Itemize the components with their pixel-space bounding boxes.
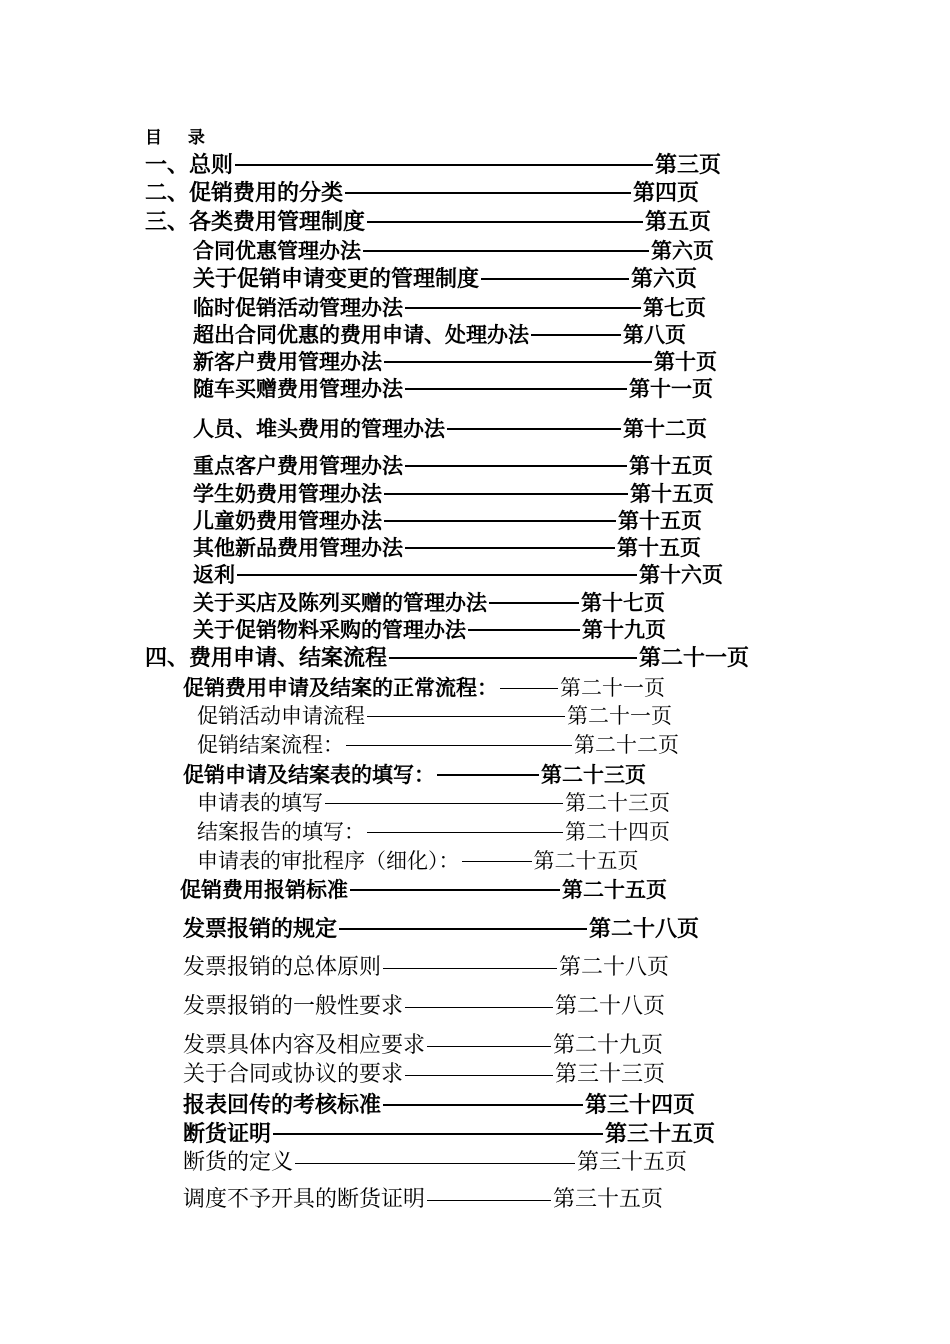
toc-entry bbox=[183, 1152, 687, 1174]
toc-entry bbox=[197, 735, 679, 756]
toc-leader bbox=[389, 657, 637, 659]
toc-entry bbox=[183, 764, 646, 785]
toc-entry-title: 三、各类费用管理制度 bbox=[145, 209, 366, 235]
toc-leader bbox=[447, 428, 621, 430]
toc-entry-page: 第三页 bbox=[655, 152, 722, 178]
toc-entry bbox=[183, 1035, 663, 1057]
toc-leader bbox=[405, 1075, 553, 1076]
toc-entry-title: 促销活动申请流程 bbox=[197, 704, 365, 728]
toc-entry-page: 第十五页 bbox=[629, 453, 713, 478]
toc-entry-page: 第二十一页 bbox=[639, 645, 750, 671]
toc-entry-title: 合同优惠管理办法 bbox=[193, 238, 361, 263]
toc-entry-title: 报表回传的考核标准 bbox=[183, 1092, 382, 1118]
toc-entry-title: 儿童奶费用管理办法 bbox=[193, 508, 382, 533]
toc-leader bbox=[235, 164, 653, 166]
toc-leader bbox=[363, 250, 649, 252]
toc-entry bbox=[183, 1064, 665, 1086]
toc-entry-page: 第二十八页 bbox=[559, 955, 670, 980]
toc-entry-page: 第八页 bbox=[623, 322, 686, 347]
toc-entry-title: 发票报销的总体原则 bbox=[183, 955, 382, 980]
toc-leader bbox=[367, 221, 643, 223]
toc-entry bbox=[180, 879, 667, 900]
toc-entry-title: 促销申请及结案表的填写： bbox=[183, 762, 435, 787]
toc-entry bbox=[183, 677, 665, 699]
toc-entry-page: 第七页 bbox=[643, 295, 706, 320]
toc-entry bbox=[197, 706, 672, 727]
toc-leader bbox=[367, 832, 563, 833]
toc-leader bbox=[345, 192, 631, 194]
toc-entry-title: 断货的定义 bbox=[183, 1150, 294, 1175]
toc-entry-title: 发票报销的规定 bbox=[183, 916, 338, 942]
toc-entry-title: 重点客户费用管理办法 bbox=[193, 453, 403, 478]
toc-entry-page: 第二十三页 bbox=[541, 762, 646, 787]
toc-leader bbox=[500, 688, 558, 689]
toc-leader bbox=[237, 574, 637, 576]
toc-entry-page: 第六页 bbox=[651, 238, 714, 263]
toc-entry-title: 发票报销的一般性要求 bbox=[183, 994, 404, 1019]
toc-leader bbox=[531, 334, 621, 336]
toc-leader bbox=[339, 928, 587, 930]
toc-entry bbox=[193, 592, 665, 613]
toc-entry-title: 申请表的审批程序（细化）： bbox=[197, 849, 460, 873]
toc-entry bbox=[193, 351, 717, 372]
toc-leader bbox=[273, 1133, 603, 1135]
toc-entry-page: 第二十八页 bbox=[555, 994, 666, 1019]
toc-leader bbox=[437, 774, 539, 776]
toc-entry-title: 促销结案流程： bbox=[197, 733, 344, 757]
toc-entry bbox=[183, 918, 699, 940]
toc-entry bbox=[183, 996, 665, 1018]
toc-entry bbox=[193, 537, 701, 558]
toc-entry-page: 第十九页 bbox=[582, 617, 666, 642]
toc-leader bbox=[383, 1104, 583, 1106]
toc-entry-page: 第二十一页 bbox=[560, 676, 665, 700]
toc-entry-title: 关于买店及陈列买赠的管理办法 bbox=[193, 590, 487, 615]
toc-entry-title: 返利 bbox=[193, 562, 235, 587]
toc-entry-title: 调度不予开具的断货证明 bbox=[183, 1187, 426, 1212]
toc-entry bbox=[183, 957, 669, 979]
toc-entry bbox=[193, 455, 713, 476]
toc-entry-page: 第三十五页 bbox=[553, 1187, 664, 1212]
toc-entry-page: 第十一页 bbox=[629, 376, 713, 401]
toc-leader bbox=[384, 493, 628, 495]
toc-entry-page: 第二十五页 bbox=[533, 849, 639, 873]
toc-entry-page: 第十页 bbox=[654, 349, 717, 374]
toc-leader bbox=[350, 889, 560, 891]
toc-leader bbox=[462, 861, 532, 862]
toc-leader bbox=[489, 602, 579, 604]
toc-entry-title: 四、费用申请、结案流程 bbox=[145, 645, 388, 671]
toc-entry-page: 第二十八页 bbox=[589, 916, 700, 942]
toc-entry-page: 第四页 bbox=[633, 180, 700, 206]
toc-entry-title: 二、促销费用的分类 bbox=[145, 180, 344, 206]
toc-entry-page: 第三十三页 bbox=[555, 1062, 666, 1087]
toc-entry bbox=[193, 564, 723, 585]
toc-entry-page: 第二十一页 bbox=[567, 704, 672, 728]
toc-leader bbox=[405, 307, 641, 309]
toc-entry bbox=[197, 851, 639, 872]
toc-entry bbox=[183, 1189, 663, 1211]
toc-entry bbox=[193, 619, 666, 640]
toc-entry-title: 断货证明 bbox=[183, 1121, 272, 1147]
toc-entry bbox=[183, 1123, 715, 1145]
toc-entry bbox=[193, 297, 706, 318]
toc-entry bbox=[145, 182, 699, 204]
toc-entry-page: 第六页 bbox=[631, 266, 698, 292]
toc-leader bbox=[481, 278, 629, 280]
toc-leader bbox=[468, 629, 580, 631]
toc-entry-title: 学生奶费用管理办法 bbox=[193, 481, 382, 506]
toc-leader bbox=[325, 803, 563, 804]
toc-leader bbox=[367, 716, 565, 717]
toc-entry bbox=[193, 240, 714, 261]
toc-entry bbox=[145, 211, 711, 233]
toc-entry-page: 第二十二页 bbox=[574, 733, 679, 757]
toc-entry-page: 第三十五页 bbox=[577, 1150, 688, 1175]
toc-entry-page: 第十六页 bbox=[639, 562, 723, 587]
toc-entry-page: 第三十五页 bbox=[605, 1121, 716, 1147]
toc-leader bbox=[405, 1007, 553, 1008]
toc-entry bbox=[193, 268, 697, 290]
toc-entry-title: 关于促销申请变更的管理制度 bbox=[193, 266, 480, 292]
toc-entry bbox=[193, 378, 713, 399]
toc-leader bbox=[427, 1200, 551, 1201]
toc-entry-title: 临时促销活动管理办法 bbox=[193, 295, 403, 320]
toc-leader bbox=[383, 968, 557, 969]
toc-entry bbox=[183, 1094, 695, 1116]
toc-leader bbox=[384, 520, 616, 522]
toc-entry-page: 第十二页 bbox=[623, 416, 707, 441]
toc-entry bbox=[193, 418, 707, 439]
toc-entry-page: 第十五页 bbox=[630, 481, 714, 506]
toc-entry-page: 第二十三页 bbox=[565, 791, 670, 815]
toc-leader bbox=[427, 1046, 551, 1047]
toc-leader bbox=[295, 1163, 575, 1164]
toc-entry-page: 第十五页 bbox=[617, 535, 701, 560]
toc-entry-title: 关于合同或协议的要求 bbox=[183, 1062, 404, 1087]
toc-leader bbox=[346, 745, 572, 746]
toc-entry-title: 申请表的填写 bbox=[197, 791, 323, 815]
toc-entry bbox=[193, 510, 702, 531]
toc-leader bbox=[405, 465, 627, 467]
toc-entry-page: 第二十四页 bbox=[565, 820, 670, 844]
toc-entry-title: 发票具体内容及相应要求 bbox=[183, 1033, 426, 1058]
toc-entry-title: 结案报告的填写： bbox=[197, 820, 365, 844]
toc-entry bbox=[193, 324, 686, 345]
toc-entry bbox=[197, 793, 670, 814]
toc-leader bbox=[405, 388, 627, 390]
toc-entry-title: 一、总则 bbox=[145, 152, 234, 178]
toc-entry-page: 第二十九页 bbox=[553, 1033, 664, 1058]
toc-leader bbox=[384, 361, 652, 363]
toc-entry-page: 第十七页 bbox=[581, 590, 665, 615]
toc-entry bbox=[145, 154, 721, 176]
toc-entry-page: 第五页 bbox=[645, 209, 712, 235]
toc-entry-page: 第三十四页 bbox=[585, 1092, 696, 1118]
toc-entry-title: 促销费用报销标准 bbox=[180, 877, 348, 902]
toc-entry-title: 超出合同优惠的费用申请、处理办法 bbox=[193, 322, 529, 347]
toc-entry-title: 其他新品费用管理办法 bbox=[193, 535, 403, 560]
toc-title: 目 录 bbox=[145, 128, 215, 148]
toc-entry-page: 第二十五页 bbox=[562, 877, 667, 902]
toc-entry-title: 促销费用申请及结案的正常流程： bbox=[183, 675, 498, 700]
toc-entry bbox=[197, 822, 670, 843]
toc-entry-page: 第十五页 bbox=[618, 508, 702, 533]
toc-entry bbox=[145, 647, 749, 669]
toc-leader bbox=[405, 547, 615, 549]
toc-entry-title: 人员、堆头费用的管理办法 bbox=[193, 416, 445, 441]
toc-entry-title: 新客户费用管理办法 bbox=[193, 349, 382, 374]
toc-entry bbox=[193, 483, 714, 504]
toc-entry-title: 关于促销物料采购的管理办法 bbox=[193, 617, 466, 642]
toc-entry-title: 随车买赠费用管理办法 bbox=[193, 376, 403, 401]
